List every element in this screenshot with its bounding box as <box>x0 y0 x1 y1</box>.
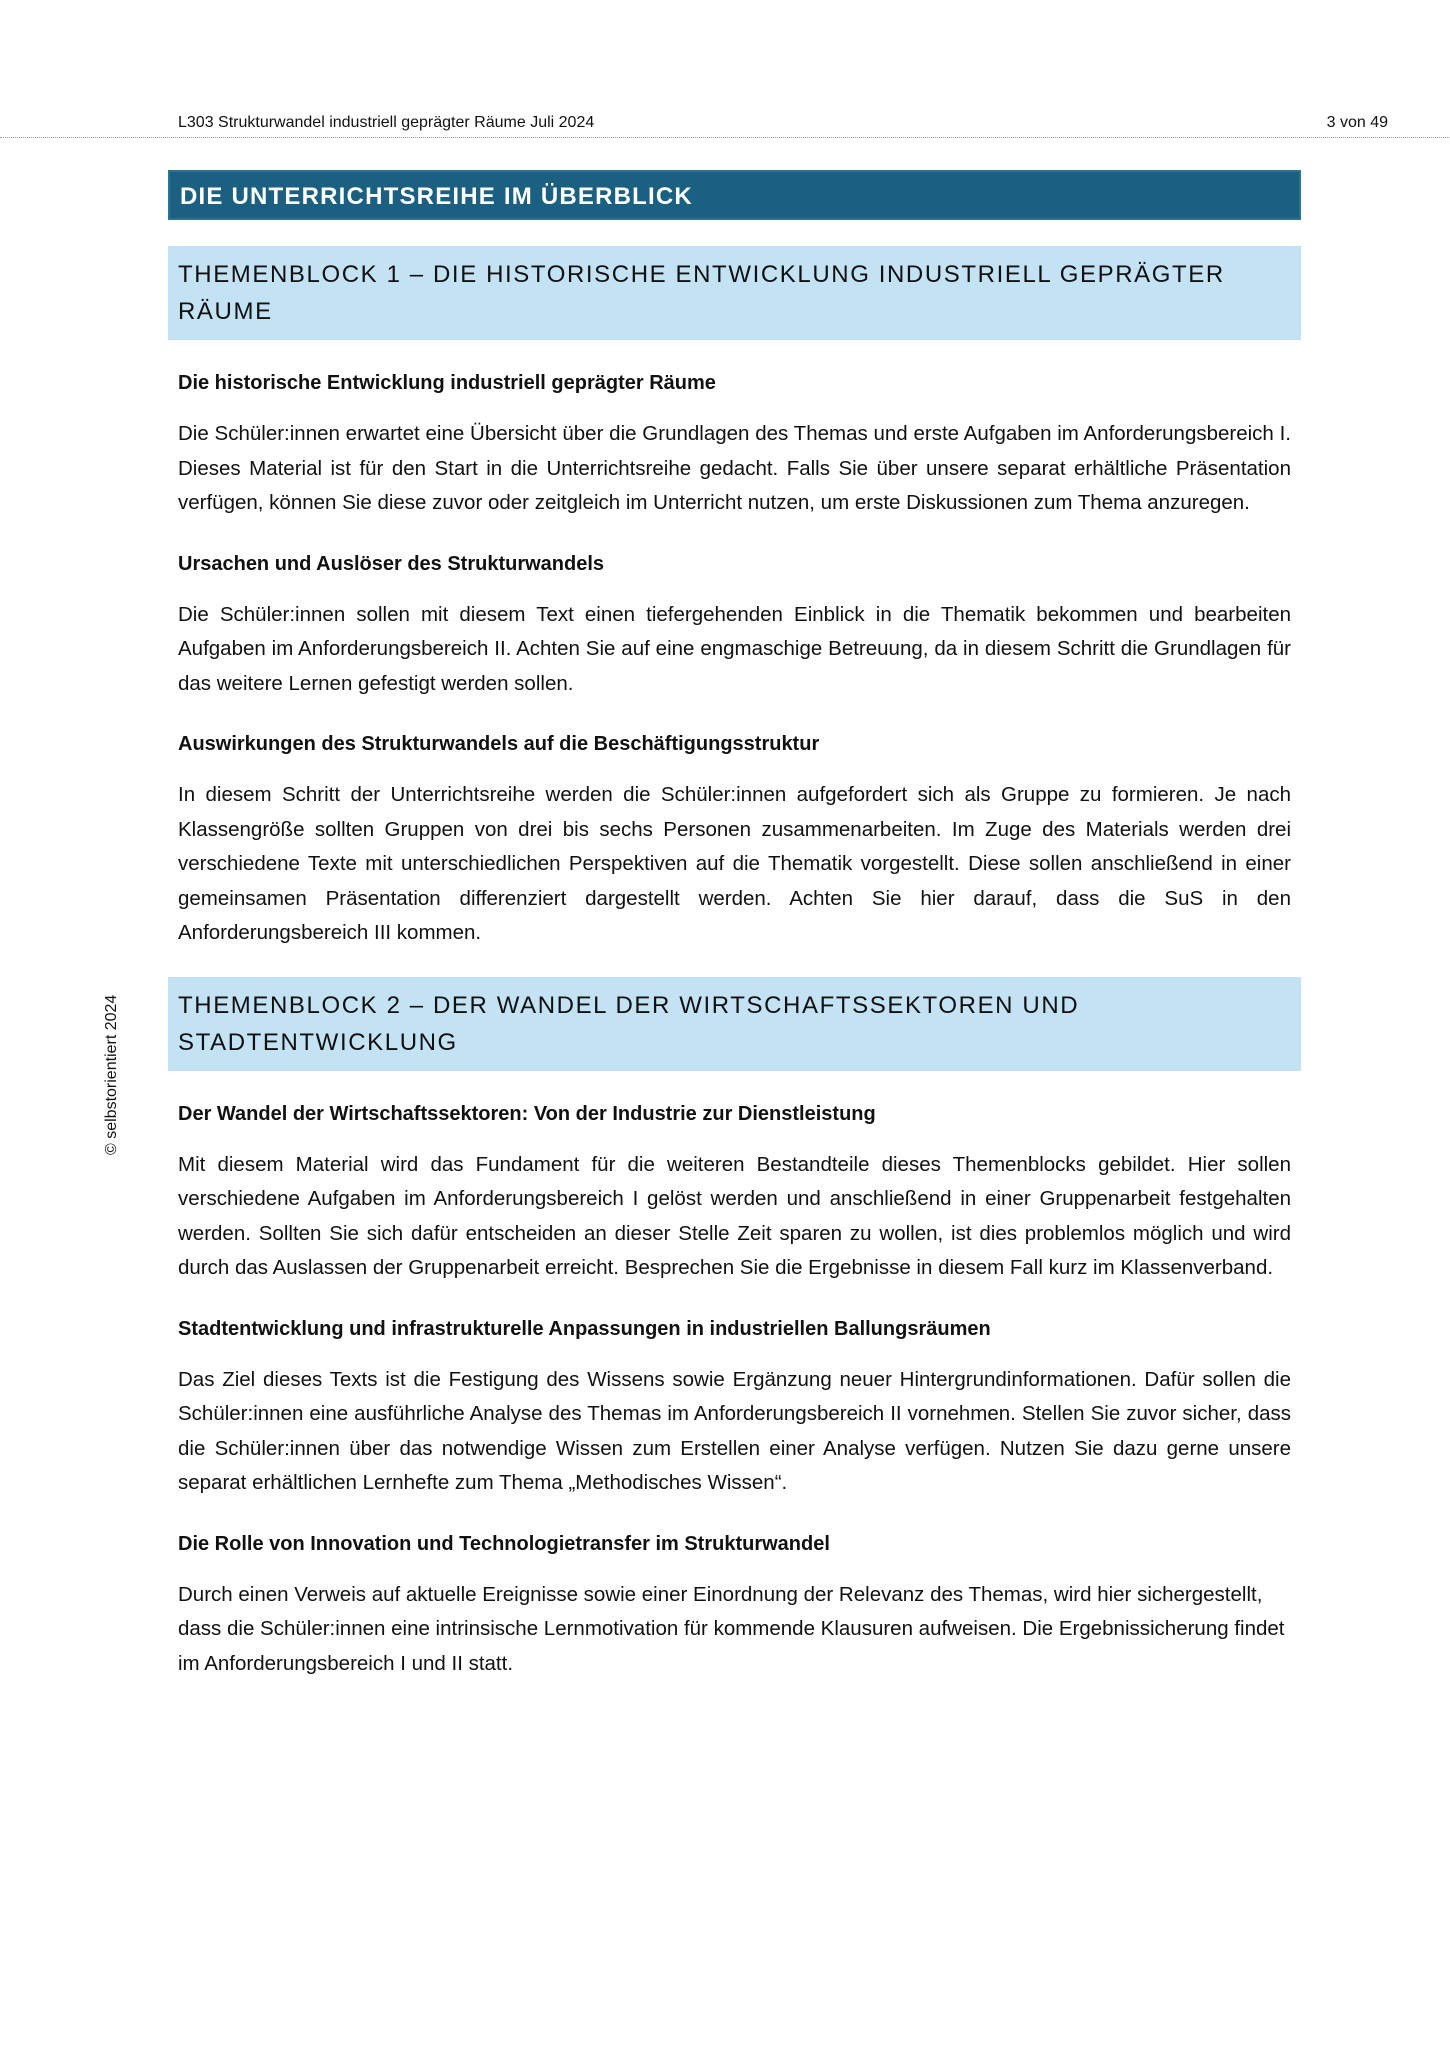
section-title: Ursachen und Auslöser des Strukturwandels <box>178 552 605 575</box>
themenblock-1-heading: THEMENBLOCK 1 – DIE HISTORISCHE ENTWICKLUNG INDUSTRIELL GEPRÄGTER RÄUME <box>168 246 1301 340</box>
document-title: L303 Strukturwandel industriell geprägter Räume Juli 2024 <box>178 114 595 131</box>
section-text: Die Schüler:innen erwartet eine Übersicht über die Grundlagen des Themas und erste Aufgaben im Anforderungsbereich I. Dieses Material ist für den Start in die Unterrichtsreihe gedacht. Falls Sie über unsere separat erhältliche Präsentation verfügen, können Sie diese zuvor oder zeitgleich im Unterricht nutzen, um erste Diskussionen zum Thema anzuregen. <box>178 422 1291 514</box>
section-text: Das Ziel dieses Texts ist die Festigung des Wissens sowie Ergänzung neuer Hintergrundinformationen. Dafür sollen die Schüler:innen eine ausführliche Analyse des Themas im Anforderungsbereich II vornehmen. Stellen Sie zuvor sicher, dass die Schüler:innen über das notwendige Wissen zum Erstellen einer Analyse verfügen. Nutzen Sie dazu gerne unsere separat erhältlichen Lernhefte zum Thema „Methodisches Wissen“. <box>178 1367 1291 1494</box>
page-content <box>168 170 1301 1681</box>
section-text: Durch einen Verweis auf aktuelle Ereignisse sowie einer Einordnung der Relevanz des Themas, wird hier sichergestellt, dass die Schüler:innen eine intrinsische Lernmotivation für kommende Klausuren aufweisen. Die Ergebnissicherung findet im Anforderungsbereich I und II statt. <box>178 1582 1285 1675</box>
page-header <box>178 112 1388 138</box>
section-title: Die Rolle von Innovation und Technologietransfer im Strukturwandel <box>178 1532 830 1555</box>
section-text: Mit diesem Material wird das Fundament für die weiteren Bestandteile dieses Themenblocks gebildet. Hier sollen verschiedene Aufgaben im Anforderungsbereich I gelöst werden und anschließend in einer Gruppenarbeit festgehalten werden. Sollten Sie sich dafür entscheiden an dieser Stelle Zeit sparen zu wollen, ist dies problemlos möglich und wird durch das Auslassen der Gruppenarbeit erreicht. Besprechen Sie die Ergebnisse in diesem Fall kurz im Klassenverband. <box>178 1152 1291 1279</box>
section-title: Der Wandel der Wirtschaftssektoren: Von der Industrie zur Dienstleistung <box>178 1102 876 1125</box>
section-title: Stadtentwicklung und infrastrukturelle Anpassungen in industriellen Ballungsräumen <box>178 1317 991 1340</box>
header-divider <box>0 137 1450 138</box>
themenblock-2-heading: THEMENBLOCK 2 – DER WANDEL DER WIRTSCHAFTSSEKTOREN UND STADTENTWICKLUNG <box>168 977 1301 1071</box>
main-heading: DIE UNTERRICHTSREIHE IM ÜBERBLICK <box>168 170 1301 220</box>
section-title: Auswirkungen des Strukturwandels auf die Beschäftigungsstruktur <box>178 733 820 755</box>
section-text: In diesem Schritt der Unterrichtsreihe werden die Schüler:innen aufgefordert sich als Gruppe zu formieren. Je nach Klassengröße sollten Gruppen von drei bis sechs Personen zusammenarbeiten. Im Zuge des Materials werden drei verschiedene Texte mit unterschiedlichen Perspektiven auf die Thematik vorgestellt. Diese sollen anschließend in einer gemeinsamen Präsentation differenziert dargestellt werden. Achten Sie hier darauf, dass die SuS in den Anforderungsbereich III kommen. <box>178 783 1291 944</box>
copyright-note: © selbstorientiert 2024 <box>103 994 120 1155</box>
page-number: 3 von 49 <box>1326 114 1388 131</box>
section-text: Die Schüler:innen sollen mit diesem Text einen tiefergehenden Einblick in die Thematik bekommen und bearbeiten Aufgaben im Anforderungsbereich II. Achten Sie auf eine engmaschige Betreuung, da in diesem Schritt die Grundlagen für das weitere Lernen gefestigt werden sollen. <box>178 602 1291 695</box>
section-title: Die historische Entwicklung industriell geprägter Räume <box>178 372 716 394</box>
